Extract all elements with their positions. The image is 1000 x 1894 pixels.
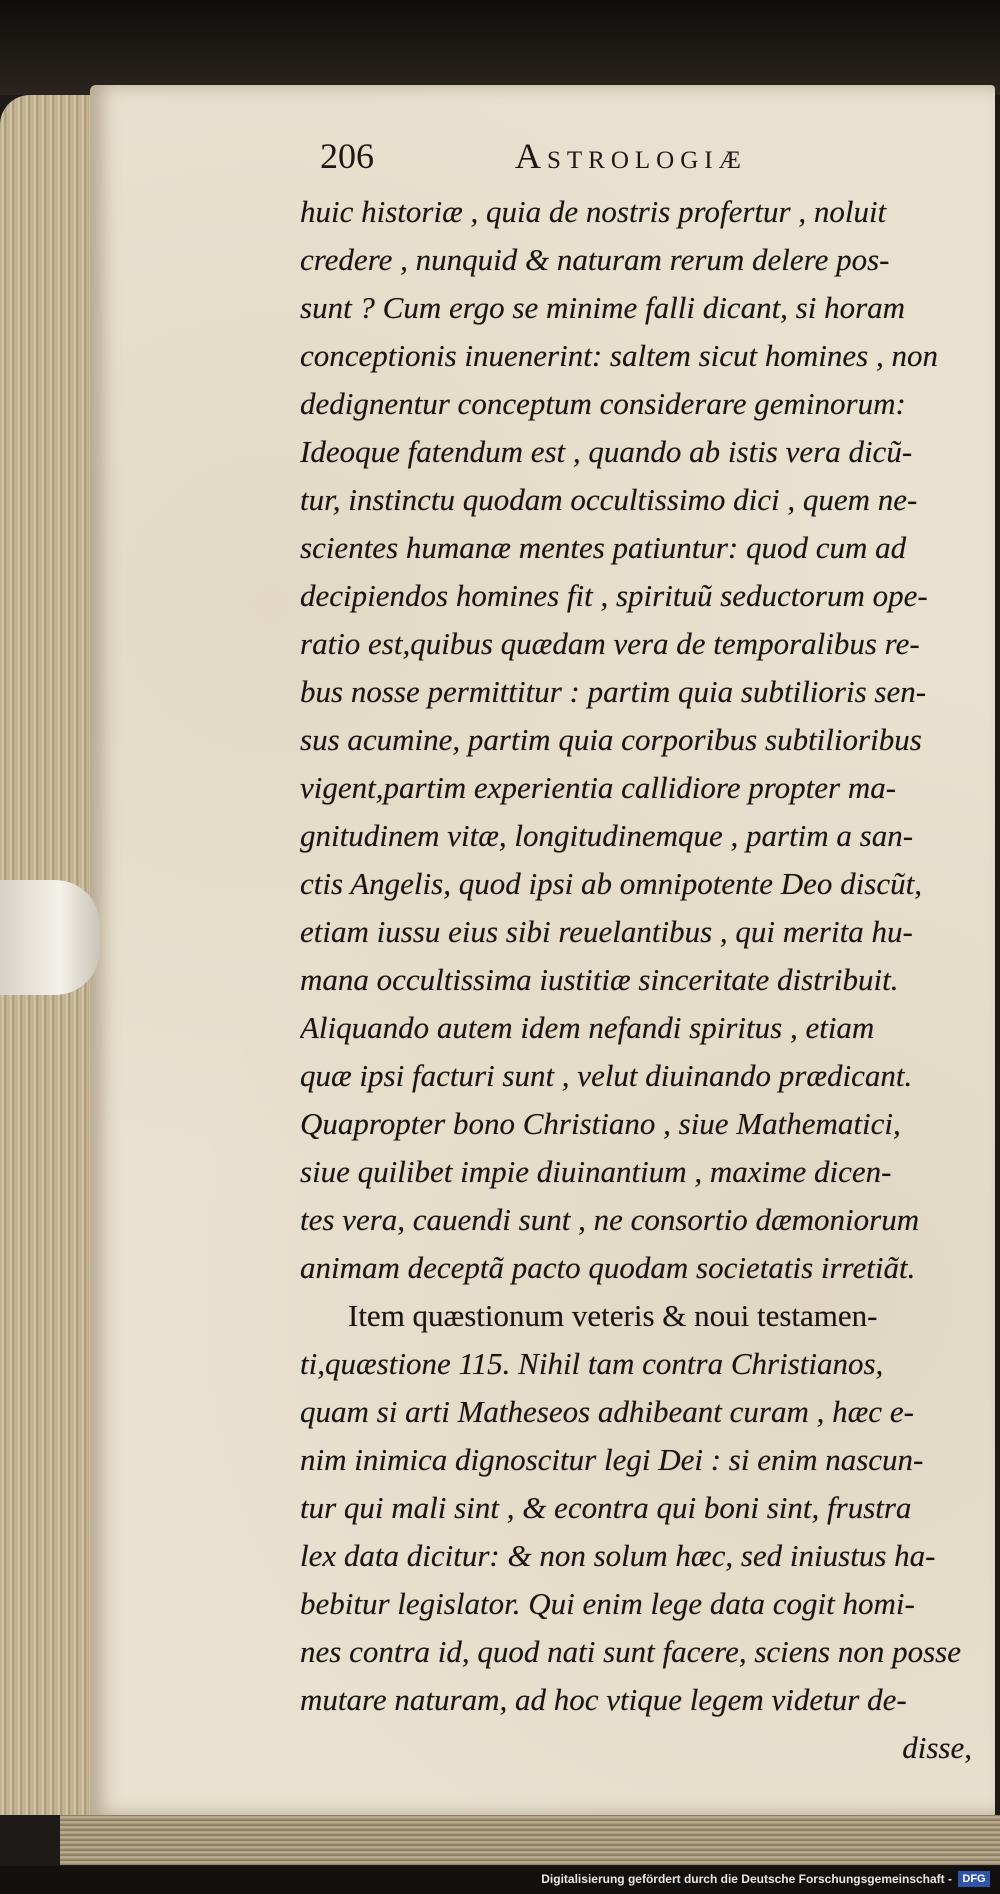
text-line: bus nosse permittitur : partim quia subtilioris sen- (300, 674, 927, 709)
text-line: mana occultissima iustitiæ sinceritate distribuit. (300, 962, 899, 997)
text-line: Ideoque fatendum est , quando ab istis vera dicũ- (300, 434, 913, 469)
text-line: scientes humanæ mentes patiuntur: quod cum ad (300, 530, 907, 565)
text-line: quæ ipsi facturi sunt , velut diuinando prædicant. (300, 1058, 913, 1093)
text-line: siue quilibet impie diuinantium , maxime dicen- (300, 1154, 892, 1189)
text-line: nes contra id, quod nati sunt facere, sciens non posse (300, 1634, 961, 1669)
text-line: nim inimica dignoscitur legi Dei : si enim nascun- (300, 1442, 924, 1477)
text-line: conceptionis inuenerint: saltem sicut homines , non (300, 338, 938, 373)
text-line: dedignentur conceptum considerare geminorum: (300, 386, 906, 421)
text-line: etiam iussu eius sibi reuelantibus , qui merita hu- (300, 914, 913, 949)
text-line: lex data dicitur: & non solum hæc, sed iniustus ha- (300, 1538, 936, 1573)
text-line: sus acumine, partim quia corporibus subtilioribus (300, 722, 922, 757)
text-line: Quapropter bono Christiano , siue Mathematici, (300, 1106, 901, 1141)
book-bottom-edge (60, 1815, 1000, 1865)
text-block (300, 188, 980, 1772)
catchword: disse, (902, 1730, 972, 1765)
book-clasp (0, 880, 100, 995)
text-line: sunt ? Cum ergo se minime falli dicant, si horam (300, 290, 906, 325)
text-line: bebitur legislator. Qui enim lege data cogit homi- (300, 1586, 915, 1621)
text-line: tes vera, cauendi sunt , ne consortio dæmoniorum (300, 1202, 920, 1237)
text-line: tur, instinctu quodam occultissimo dici , quem ne- (300, 482, 918, 517)
text-line: gnitudinem vitæ, longitudinemque , partim a san- (300, 818, 914, 853)
text-line: Item quæstionum veteris & noui testamen- (348, 1298, 878, 1333)
scan-background (0, 0, 1000, 95)
page-header (320, 135, 940, 185)
text-line: Aliquando autem idem nefandi spiritus , etiam (300, 1010, 875, 1045)
page-number: 206 (320, 136, 374, 176)
text-line: ratio est,quibus quædam vera de temporalibus re- (300, 626, 920, 661)
running-head: Astrologiæ (515, 136, 747, 176)
text-line: tur qui mali sint , & econtra qui boni sint, frustra (300, 1490, 912, 1525)
text-line: ti,quæstione 115. Nihil tam contra Christianos, (300, 1346, 884, 1381)
text-line: mutare naturam, ad hoc vtique legem videtur de- (300, 1682, 907, 1717)
text-line: credere , nunquid & naturam rerum delere pos- (300, 242, 890, 277)
text-line: vigent,partim experientia callidiore propter ma- (300, 770, 897, 805)
text-line: animam deceptã pacto quodam societatis irretiãt. (300, 1250, 916, 1285)
text-line: ctis Angelis, quod ipsi ab omnipotente Deo discũt, (300, 866, 922, 901)
text-line: huic historiæ , quia de nostris profertur , noluit (300, 194, 887, 229)
text-line: quam si arti Matheseos adhibeant curam , hæc e- (300, 1394, 914, 1429)
dfg-logo: DFG (958, 1871, 990, 1887)
footer-credit: Digitalisierung gefördert durch die Deutsche Forschungsgemeinschaft - (541, 1872, 952, 1886)
text-line: decipiendos homines fit , spirituũ seductorum ope- (300, 578, 928, 613)
